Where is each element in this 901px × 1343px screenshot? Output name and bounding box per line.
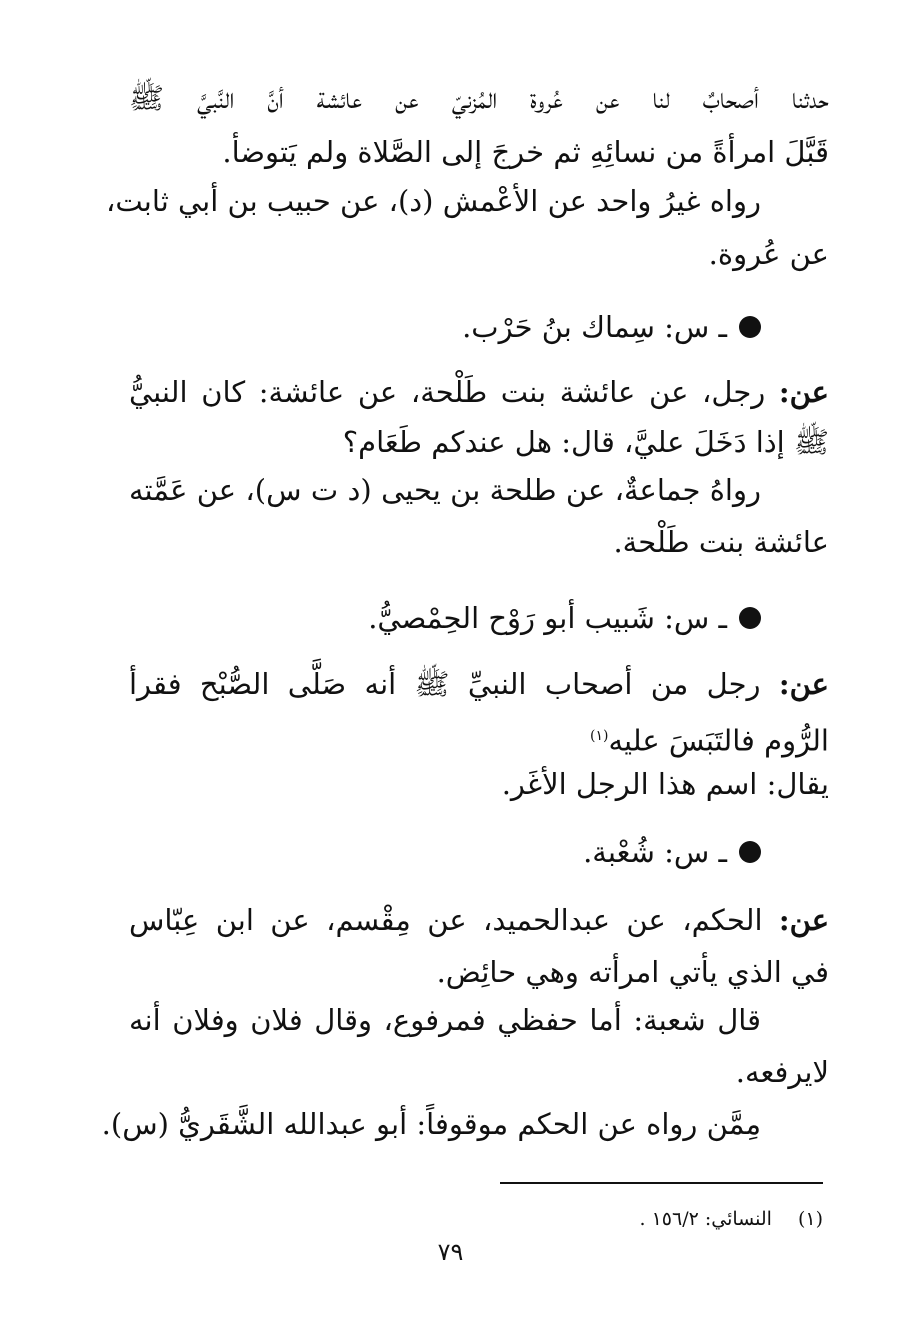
text-line: حدثنا أصحابٌ لنا عن عُروة المُزنيّ عن عائشة أنَّ النَّبيَّ ﷺ [129, 81, 829, 115]
bullet-icon [739, 841, 761, 863]
text-line [129, 664, 829, 704]
text-line: ﷺ إذا دَخَلَ عليَّ، قال: هل عندكم طَعَام؟ [342, 425, 829, 459]
text-line: عن عُروة. [708, 237, 829, 271]
heading-text: ـ س: شَبيب أبو رَوْح الحِمْصيُّ. [368, 601, 727, 635]
text-line: رواهُ جماعةٌ، عن طلحة بن يحيى (د ت س)، عن عَمَّته [129, 473, 761, 507]
footnote-marker: (١) [590, 728, 609, 744]
footnote-number: (١) [797, 1208, 823, 1230]
text-line: مِمَّن رواه عن الحكم موقوفاً: أبو عبدالله الشَّقَريُّ (س). [101, 1107, 761, 1141]
text-line: قال شعبة: أما حفظي فمرفوع، وقال فلان وفلان أنه [129, 1003, 761, 1037]
bullet-icon [739, 316, 761, 338]
section-heading [462, 307, 761, 347]
heading-text: ـ س: سِماك بنُ حَرْب. [462, 310, 727, 344]
an-label: عن: [778, 667, 829, 701]
an-label: عن: [778, 375, 829, 409]
footnote-text: النسائي: ١٥٦/٢ . [639, 1208, 772, 1230]
line-text: الرُّوم فالتَبَسَ عليه [608, 723, 829, 758]
text-line: عائشة بنت طَلْحة. [613, 525, 829, 559]
text-line: لايرفعه. [735, 1055, 829, 1089]
text-line [129, 716, 829, 761]
page-number: ٧٩ [437, 1238, 464, 1266]
line-text: رجل، عن عائشة بنت طَلْحة، عن عائشة: كان النبيُّ [129, 375, 766, 409]
text-line [129, 372, 829, 412]
bullet-icon [739, 607, 761, 629]
footnote-divider [500, 1182, 823, 1184]
heading-text: ـ س: شُعْبة. [583, 835, 727, 869]
text-line: قَبَّلَ امرأةً من نسائِهِ ثم خرجَ إلى الصَّلاة ولم يَتوضأ. [222, 135, 829, 169]
text-line: رواه غيرُ واحد عن الأعْمش (د)، عن حبيب بن أبي ثابت، [105, 184, 761, 218]
text-line: يقال: اسم هذا الرجل الأغَر. [501, 767, 829, 801]
line-text: الحكم، عن عبدالحميد، عن مِقْسم، عن ابن عِبّاس [129, 903, 763, 937]
section-heading [368, 598, 761, 638]
line-text: رجل من أصحاب النبيِّ ﷺ أنه صَلَّى الصُّبْح فقرأ [129, 667, 761, 701]
text-line: في الذي يأتي امرأته وهي حائِض. [436, 955, 829, 989]
footnote [640, 1206, 824, 1232]
section-heading [583, 832, 761, 872]
an-label: عن: [778, 903, 830, 937]
text-line [129, 900, 829, 940]
